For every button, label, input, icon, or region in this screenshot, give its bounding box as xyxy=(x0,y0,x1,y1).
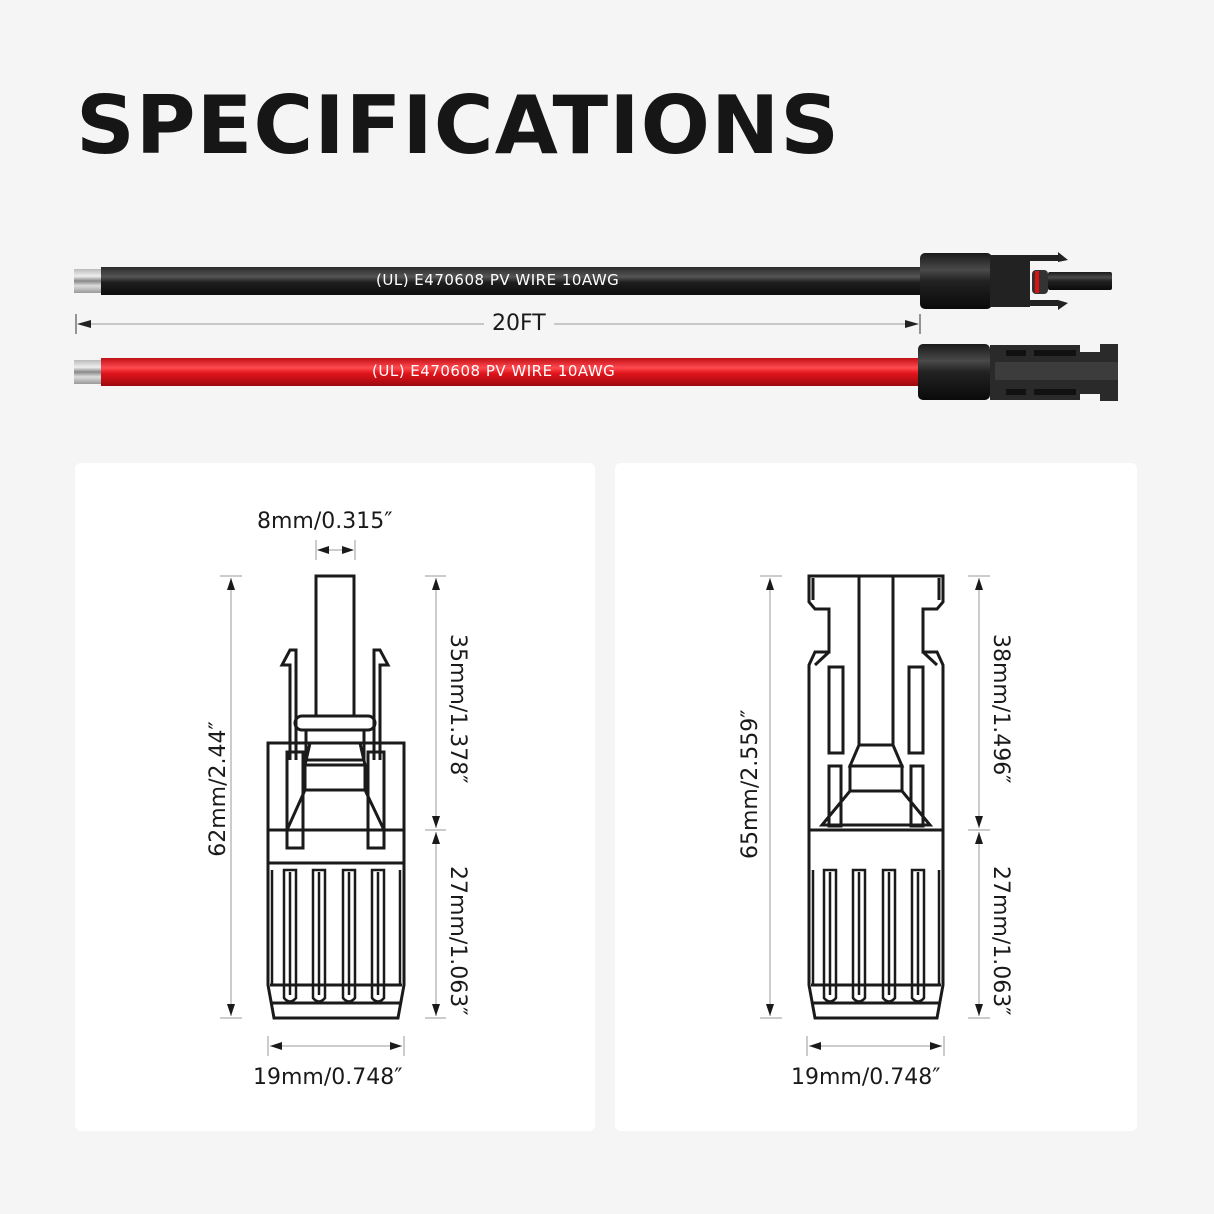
male-upper-length-label: 35mm/1.378″ xyxy=(445,634,470,784)
page-title: SPECIFICATIONS xyxy=(76,79,841,172)
male-connector-panel xyxy=(75,463,595,1131)
female-lower-length-label: 27mm/1.063″ xyxy=(988,866,1013,1016)
male-lower-length-label: 27mm/1.063″ xyxy=(445,866,470,1016)
male-connector-drawing xyxy=(75,463,595,1131)
cable-length-label: 20FT xyxy=(484,313,554,335)
pin-width-label: 8mm/0.315″ xyxy=(257,509,393,534)
male-total-length-label: 62mm/2.44″ xyxy=(206,721,231,857)
female-connector-panel xyxy=(615,463,1137,1131)
copper-strands-icon xyxy=(74,269,102,293)
copper-strands-icon xyxy=(74,360,102,384)
red-wire-label: (UL) E470608 PV WIRE 10AWG xyxy=(372,362,616,380)
female-connector-drawing xyxy=(615,463,1137,1131)
cable-illustration xyxy=(0,250,1214,420)
black-wire-label: (UL) E470608 PV WIRE 10AWG xyxy=(376,271,620,289)
male-body-width-label: 19mm/0.748″ xyxy=(253,1065,403,1090)
female-body-width-label: 19mm/0.748″ xyxy=(791,1065,941,1090)
female-upper-length-label: 38mm/1.496″ xyxy=(988,634,1013,784)
female-total-length-label: 65mm/2.559″ xyxy=(738,709,763,859)
